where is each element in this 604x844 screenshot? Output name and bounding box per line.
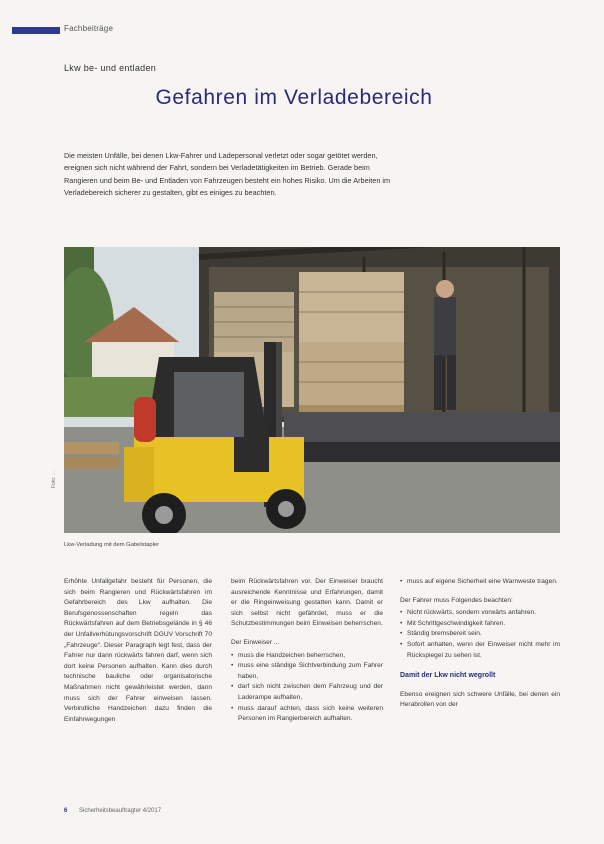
paragraph: Erhöhte Unfallgefahr besteht für Personen, die sich beim Rangieren und Rückwärtsfahren im Gefahrbereich des Lkw aufhalten. Die Berufsgenossenschaften regeln das Rückwärtsfahren auf dem Betriebsgelände in § 46 der Unfallverhütungsvorschrift DGUV Vorschrift 70 „Fahrzeuge“. Dieser Paragraph legt fest, dass der Fahrer nur dann rückwärts fahren darf, wenn sich dort keine Personen aufhalten. Kann dies durch technische bauliche oder organisatorische Maßnahmen nicht gewährleistet werden, dann muss sich der Fahrer einweisen lassen. Verbindliche Handzeichen dazu finden die Einfahrwegungen: [64, 578, 212, 723]
forklift-loading-photo: [64, 247, 560, 533]
list-item: • muss auf eigene Sicherheit eine Warnweste tragen.: [400, 577, 560, 588]
driver-rules-list: [400, 608, 560, 661]
instructor-duties-list-cont: [400, 577, 560, 588]
section-subheading: Damit der Lkw nicht wegrollt: [400, 672, 496, 680]
paragraph: beim Rückwärtsfahren vor. Der Einweiser braucht ausreichende Kenntnisse und Erfahrungen, damit er die Ringeinweisung gestatten kann. Damit er sich selbst nicht gefährdet, muss er die Schutzbestimmungen beim Einweisen beherrschen.: [231, 578, 383, 628]
article-kicker: Lkw be- und entladen: [64, 63, 157, 73]
list-lead: Der Einweiser ...: [231, 638, 280, 646]
list-item: • Nicht rückwärts, sondern vorwärts anfahren.: [400, 608, 560, 619]
list-item: • Mit Schrittgeschwindigkeit fahren.: [400, 619, 560, 630]
text-column-3: [400, 577, 560, 719]
list-item: • Ständig bremsbereit sein.: [400, 629, 560, 640]
article-title: Gefahren im Verladebereich: [155, 86, 433, 109]
page-number: 6: [64, 808, 68, 814]
list-item: • muss darauf achten, dass sich keine weiteren Personen im Rangierbereich aufhalten.: [231, 704, 383, 725]
paragraph: Ebenso ereignen sich schwere Unfälle, bei denen ein Herabrollen von der: [400, 690, 560, 709]
page-footer: [64, 808, 161, 814]
text-column-1: [64, 577, 212, 733]
instructor-duties-list: [231, 651, 383, 725]
list-item: • darf sich nicht zwischen dem Fahrzeug und der Laderampe aufhalten,: [231, 682, 383, 703]
article-intro: Die meisten Unfälle, bei denen Lkw-Fahrer und Ladepersonal verletzt oder sogar getötet werden, ereignen sich nicht während der Fahrt, sondern bei Verladetätigkeiten im Betrieb. Gerade beim Rangieren und beim Be- und Entladen von Fahrzeugen besteht ein hohes Risiko. Um die Arbeiten im Verladebereich sicherer zu gestalten, gibt es einiges zu beachten.: [64, 151, 391, 198]
photo-credit: Foto: ...: [51, 471, 57, 488]
list-lead: Der Fahrer muss Folgendes beachten:: [400, 596, 513, 604]
section-color-bar: [12, 27, 60, 34]
list-item: • muss eine ständige Sichtverbindung zum Fahrer haben,: [231, 661, 383, 682]
publication-name: Sicherheitsbeauftragter 4/2017: [79, 808, 162, 814]
section-label: Fachbeiträge: [64, 24, 114, 33]
list-item: • muss die Handzeichen beherrschen,: [231, 651, 383, 662]
list-item: • Sofort anhalten, wenn der Einweiser nicht mehr im Rückspiegel zu sehen ist.: [400, 640, 560, 661]
photo-caption: Lkw-Verladung mit dem Gabelstapler: [64, 542, 160, 548]
text-column-2: [231, 577, 383, 733]
